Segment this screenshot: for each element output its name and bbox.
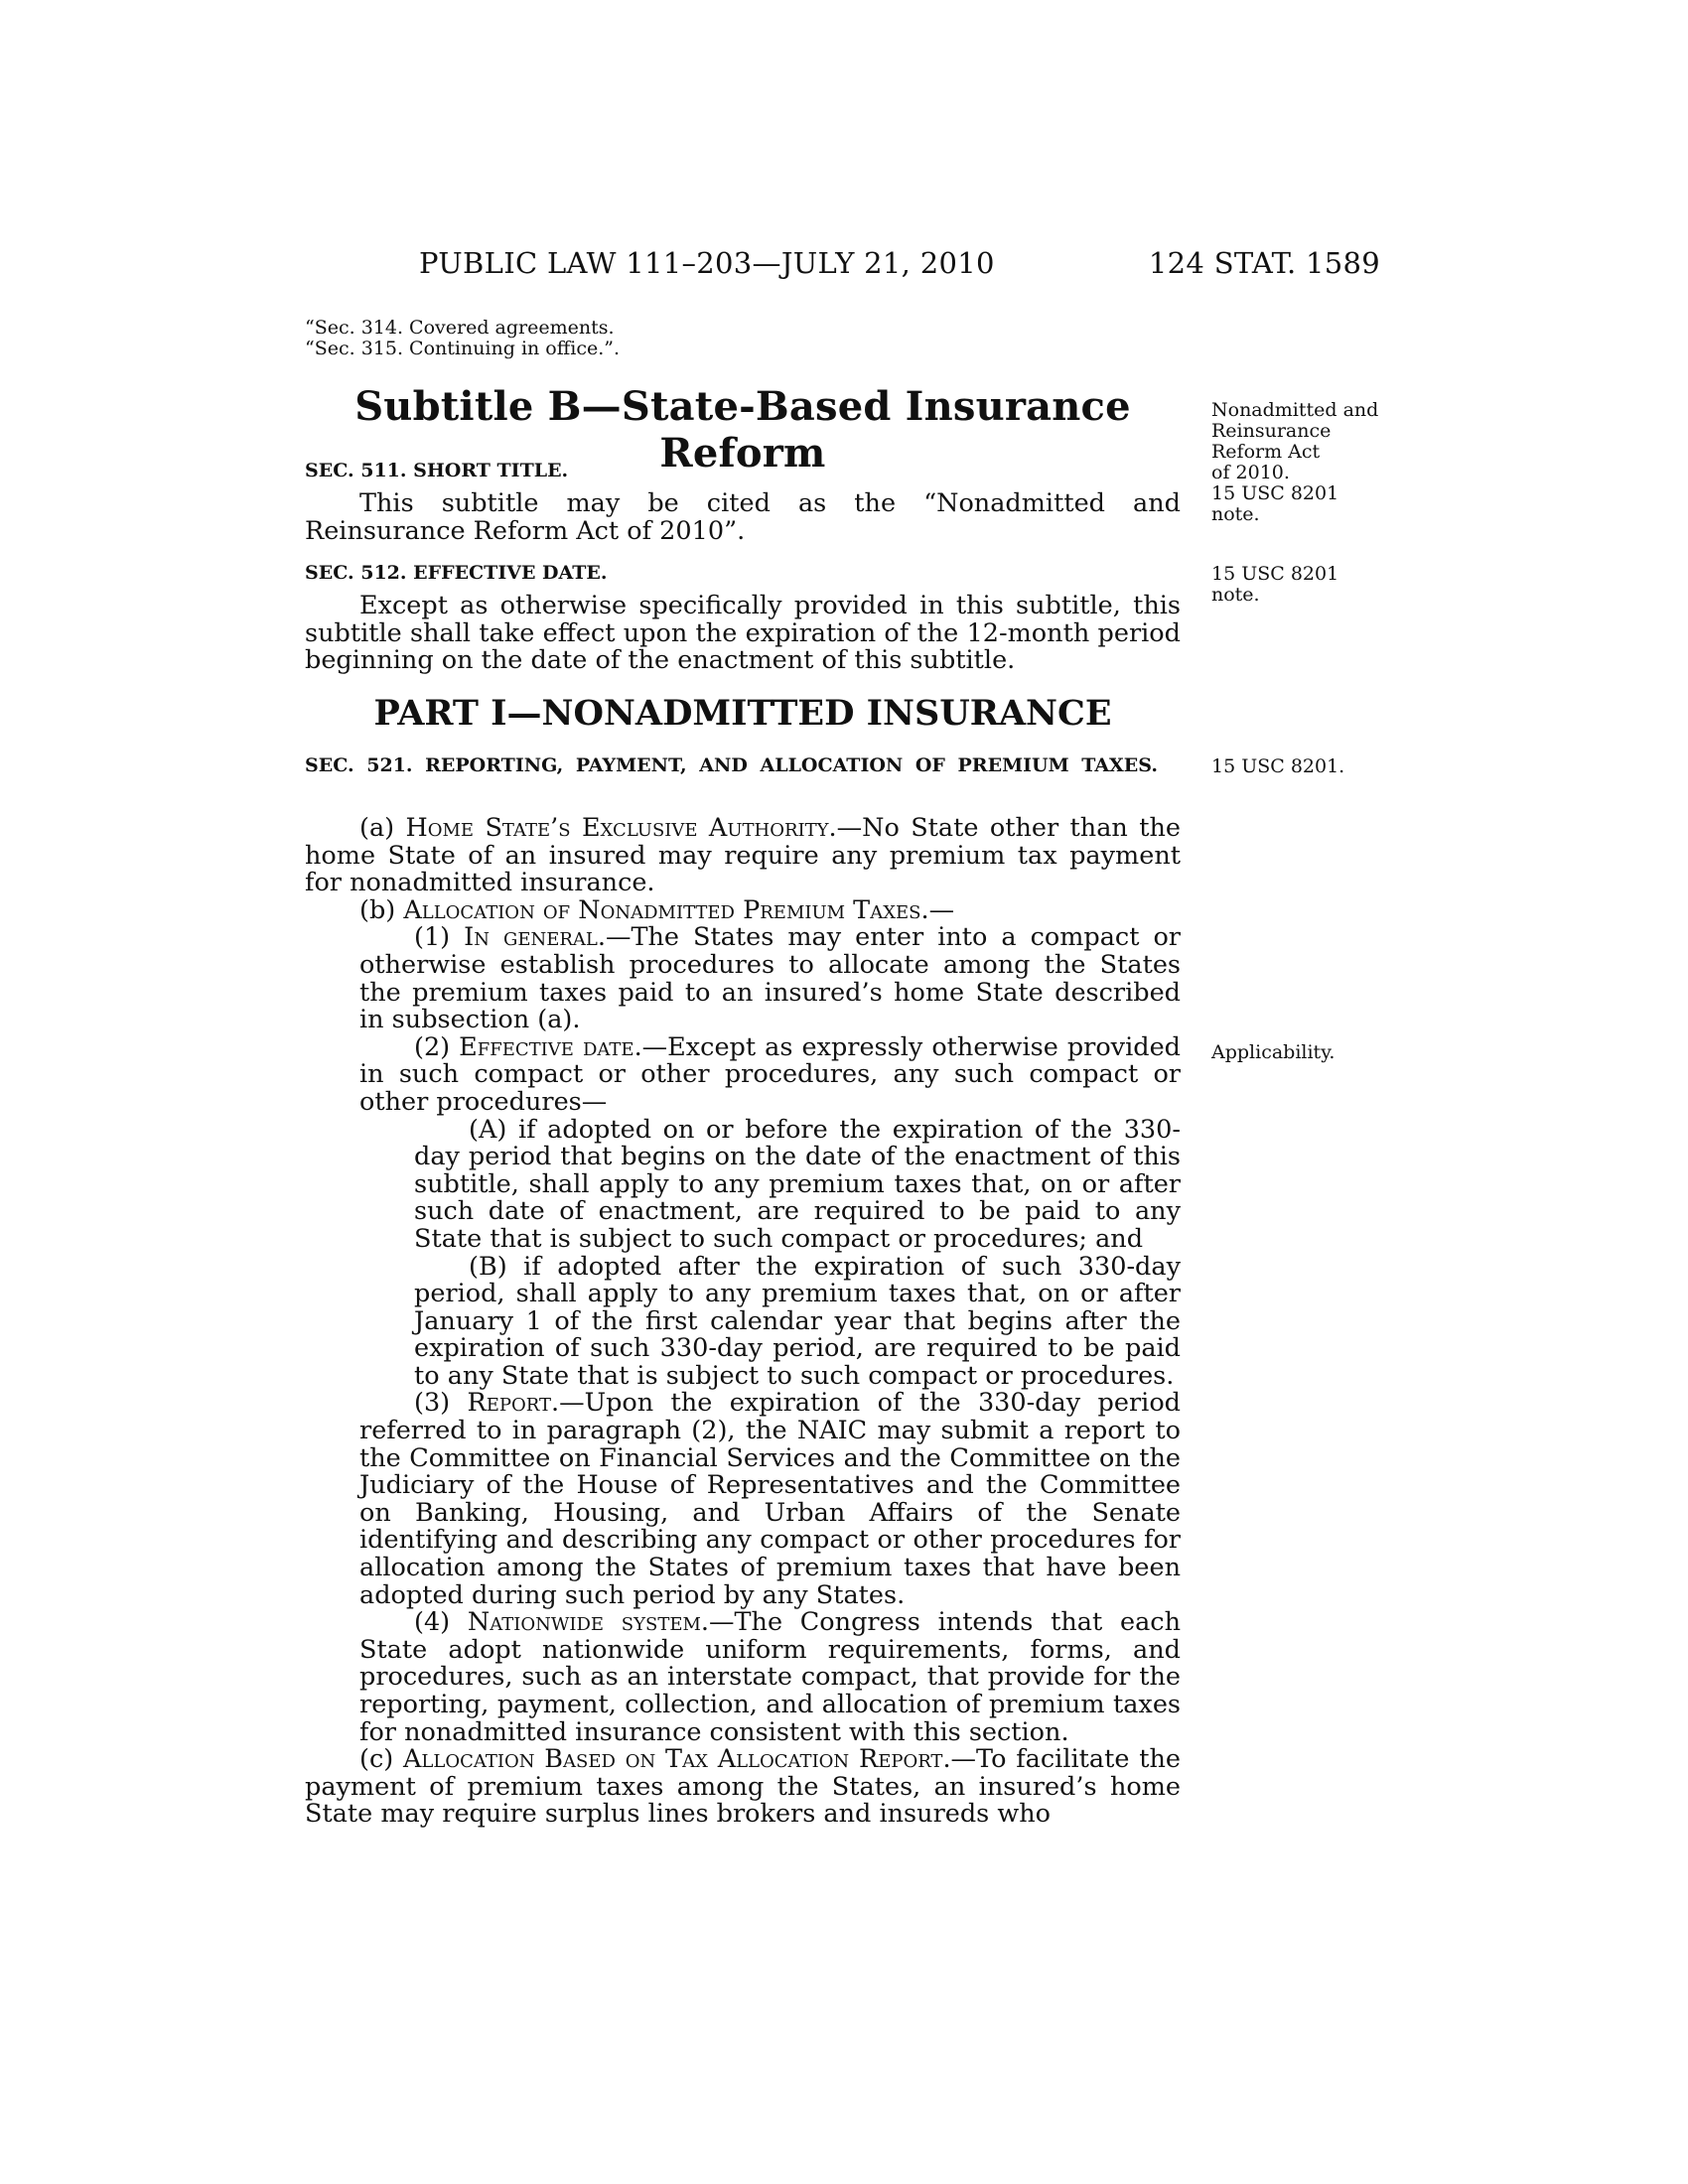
subparagraph-b2B: (B) if adopted after the expiration of such 330-day period, shall apply to any premium taxes that, on or after January 1 of the first calendar year that begins after the expiration of such 330-day period, are required to be paid to any State that is subject to such compact or procedures.: [414, 1251, 1181, 1391]
paragraph: This subtitle may be cited as the “Nonadmitted and Reinsurance Reform Act of 2010”.: [305, 488, 1181, 546]
subsection-a: (a) Home State’s Exclusive Authority.—No State other than the home State of an insured may require any premium tax payment for nonadmitted insurance.: [305, 813, 1182, 898]
paragraph-b3: (3) Report.—Upon the expiration of the 330-day period referred to in paragraph (2), the NAIC may submit a report to the Committee on Financial Services and the Committee on the Judiciary of the House of Representatives and the Committee on Banking, Housing, and Urban Affairs of the Senate identifying and describing any compact or other procedures for allocation among the States of premium taxes that have been adopted during such period by any States.: [359, 1388, 1181, 1610]
subsection-c: (c) Allocation Based on Tax Allocation Report.—To facilitate the payment of premium taxes among the States, an insured’s home State may require surplus lines brokers and insureds who: [305, 1744, 1181, 1830]
subtitle-heading: Subtitle B—State-Based Insurance Reform: [354, 383, 1131, 477]
toc-continuation: [305, 318, 1181, 359]
header-stat-page: 124 STAT. 1589: [1148, 246, 1380, 280]
subsection-b: (b) Allocation of Nonadmitted Premium Taxes.—: [359, 894, 955, 925]
running-header: [419, 246, 1380, 286]
section-heading-521: SEC. 521. REPORTING, PAYMENT, AND ALLOCATION OF PREMIUM TAXES.: [305, 754, 1158, 776]
paragraph: Except as otherwise specifically provided in this subtitle, this subtitle shall take effect upon the expiration of the 12-month period beginning on the date of the enactment of this subtitle.: [305, 591, 1181, 676]
subsection-caption: Allocation of Nonadmitted Premium Taxes: [403, 894, 921, 925]
toc-entry: “Sec. 315. Continuing in office.”.: [305, 338, 620, 359]
margin-note-short-title: Nonadmitted and Reinsurance Reform Act of 2010. 15 USC 8201 note.: [1211, 399, 1379, 525]
subparagraph-b2A: (A) if adopted on or before the expiration of the 330-day period that begins on the date of the enactment of this subtitle, shall apply to any premium taxes that, on or after such date of enactment, are required to be paid to any State that is subject to such compact or procedures; and: [414, 1114, 1181, 1254]
margin-note-effective-date: 15 USC 8201 note.: [1211, 563, 1339, 606]
header-public-law: PUBLIC LAW 111–203—JULY 21, 2010: [419, 246, 995, 280]
paragraph-caption: Report: [467, 1388, 551, 1419]
subsection-caption: Home State’s Exclusive Authority: [405, 813, 829, 843]
margin-note-usc: 15 USC 8201.: [1211, 755, 1345, 777]
paragraph-b1: (1) In general.—The States may enter into a compact or otherwise establish procedures to allocate among the States the premium taxes paid to an insured’s home State described in subsection (a).: [359, 922, 1181, 1035]
paragraph-b2: (2) Effective date.—Except as expressly otherwise provided in such compact or other procedures, any such compact or other procedures—: [359, 1031, 1181, 1117]
section-511-body: [305, 490, 1181, 545]
paragraph-caption: Effective date: [459, 1031, 634, 1062]
section-521-body: [305, 815, 1181, 1829]
toc-entry: “Sec. 314. Covered agreements.: [305, 317, 615, 339]
section-512-body: [305, 593, 1181, 675]
subsection-caption: Allocation Based on Tax Allocation Report: [403, 1744, 943, 1775]
paragraph-caption: Nationwide system: [467, 1607, 701, 1638]
paragraph-b4: (4) Nationwide system.—The Congress intends that each State adopt nationwide uniform requirements, forms, and procedures, such as an interstate compact, that provide for the reporting, payment, collection, and allocation of premium taxes for nonadmitted insurance consistent with this section.: [359, 1607, 1181, 1747]
paragraph-caption: In general: [464, 922, 598, 953]
section-heading-511: SEC. 511. SHORT TITLE.: [305, 460, 569, 481]
margin-note-applicability: Applicability.: [1211, 1041, 1336, 1063]
part-heading: PART I—NONADMITTED INSURANCE: [373, 693, 1112, 734]
section-heading-512: SEC. 512. EFFECTIVE DATE.: [305, 562, 608, 584]
